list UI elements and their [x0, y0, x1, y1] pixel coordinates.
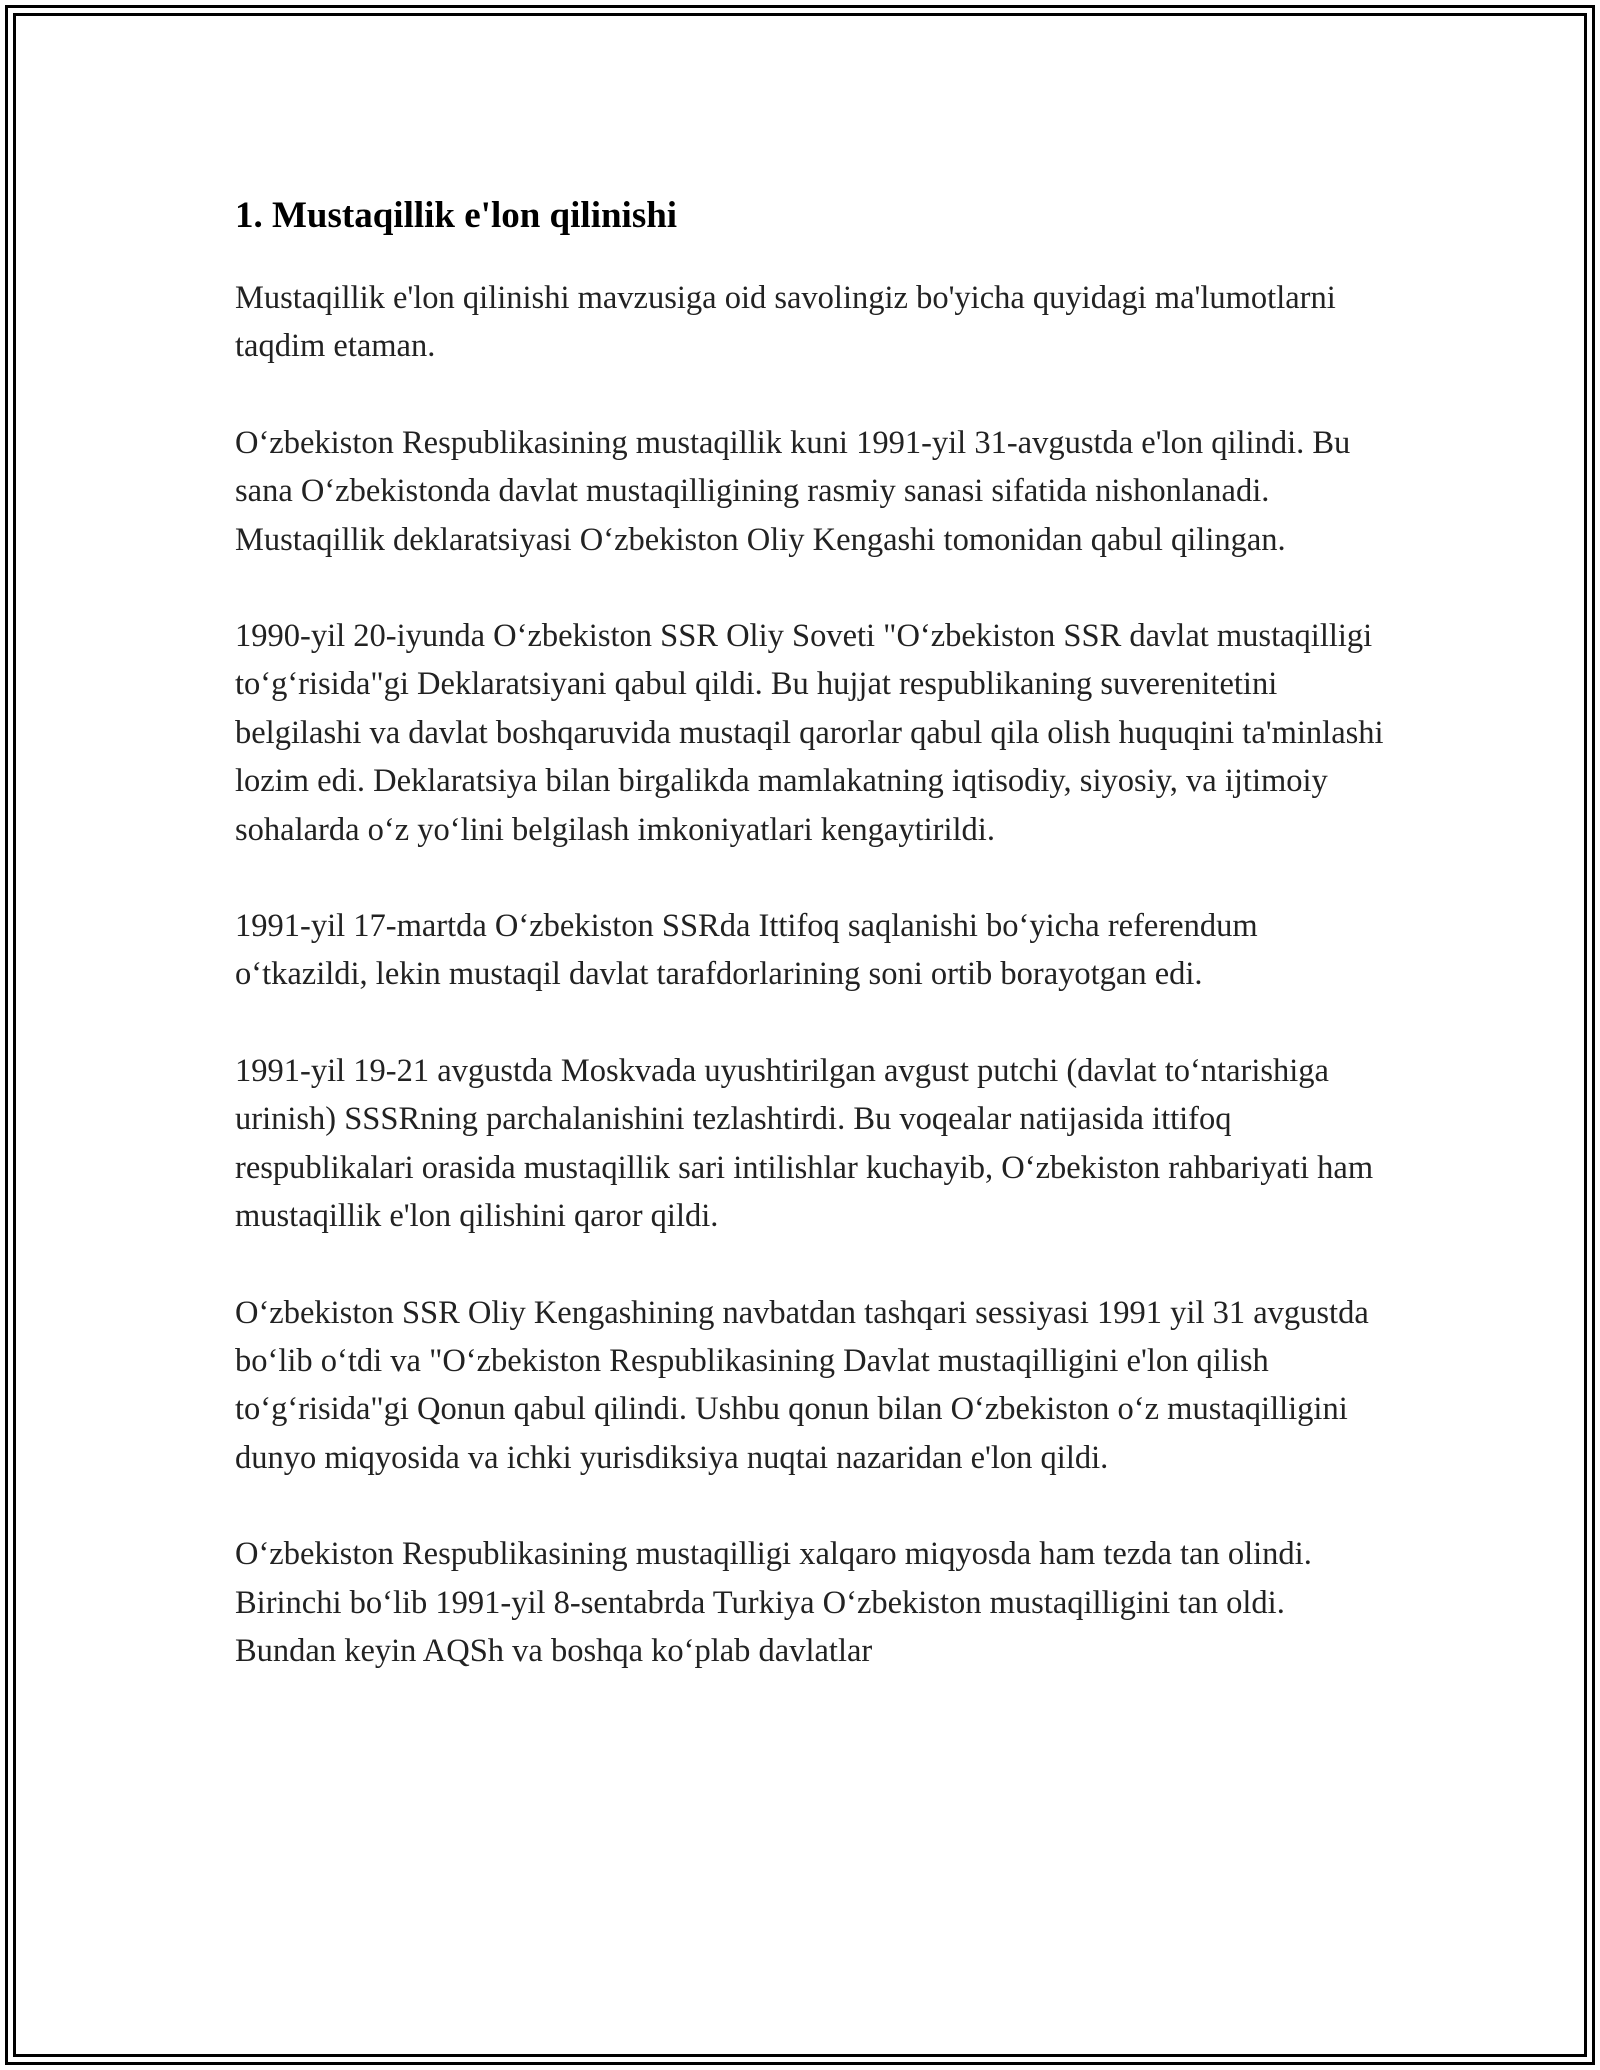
- paragraph-declaration-1990: 1990-yil 20-iyunda O‘zbekiston SSR Oliy Soveti "O‘zbekiston SSR davlat mustaqilligi to‘g‘risida"gi Deklaratsiyani qabul qildi. Bu hujjat respublikaning suverenitetini belgilashi va davlat boshqaruvida mustaqil qarorlar qabul qila olish huquqini ta'minlashi lozim edi. Deklaratsiya bilan birgalikda mamlakatning iqtisodiy, siyosiy, va ijtimoiy sohalarda o‘z yo‘lini belgilash imkoniyatlari kengaytirildi.: [235, 618, 1384, 848]
- paragraph-international-recognition: O‘zbekiston Respublikasining mustaqilligi xalqaro miqyosda ham tezda tan olindi. Birinchi bo‘lib 1991-yil 8-sentabrda Turkiya O‘zbekiston mustaqilligini tan oldi. Bundan keyin AQSh va boshqa ko‘plab davlatlar: [235, 1536, 1312, 1669]
- document-body: [235, 186, 1385, 1723]
- paragraph-independence-day: O‘zbekiston Respublikasining mustaqillik kuni 1991-yil 31-avgustda e'lon qilindi. Bu sana O‘zbekistonda davlat mustaqilligining rasmiy sanasi sifatida nishonlanadi. Mustaqillik deklaratsiyasi O‘zbekiston Oliy Kengashi tomonidan qabul qilingan.: [235, 424, 1351, 558]
- paragraph-intro: Mustaqillik e'lon qilinishi mavzusiga oid savolingiz bo'yicha quyidagi ma'lumotlarni taqdim etaman.: [235, 280, 1336, 365]
- paragraph-referendum-1991: 1991-yil 17-martda O‘zbekiston SSRda Ittifoq saqlanishi bo‘yicha referendum o‘tkazildi, lekin mustaqil davlat tarafdorlarining soni ortib borayotgan edi.: [235, 908, 1258, 993]
- paragraph-august-putsch: 1991-yil 19-21 avgustda Moskvada uyushtirilgan avgust putchi (davlat to‘ntarishiga urinish) SSSRning parchalanishini tezlashtirdi. Bu voqealar natijasida ittifoq respublikalari orasida mustaqillik sari intilishlar kuchayib, O‘zbekiston rahbariyati ham mustaqillik e'lon qilishini qaror qildi.: [235, 1052, 1374, 1235]
- section-heading: 1. Mustaqillik e'lon qilinishi: [235, 195, 678, 236]
- paragraph-independence-law: O‘zbekiston SSR Oliy Kengashining navbatdan tashqari sessiyasi 1991 yil 31 avgustda bo‘lib o‘tdi va "O‘zbekiston Respublikasining Davlat mustaqilligini e'lon qilish to‘g‘risida"gi Qonun qabul qilindi. Ushbu qonun bilan O‘zbekiston o‘z mustaqilligini dunyo miqyosida va ichki yurisdiksiya nuqtai nazaridan e'lon qildi.: [235, 1294, 1369, 1476]
